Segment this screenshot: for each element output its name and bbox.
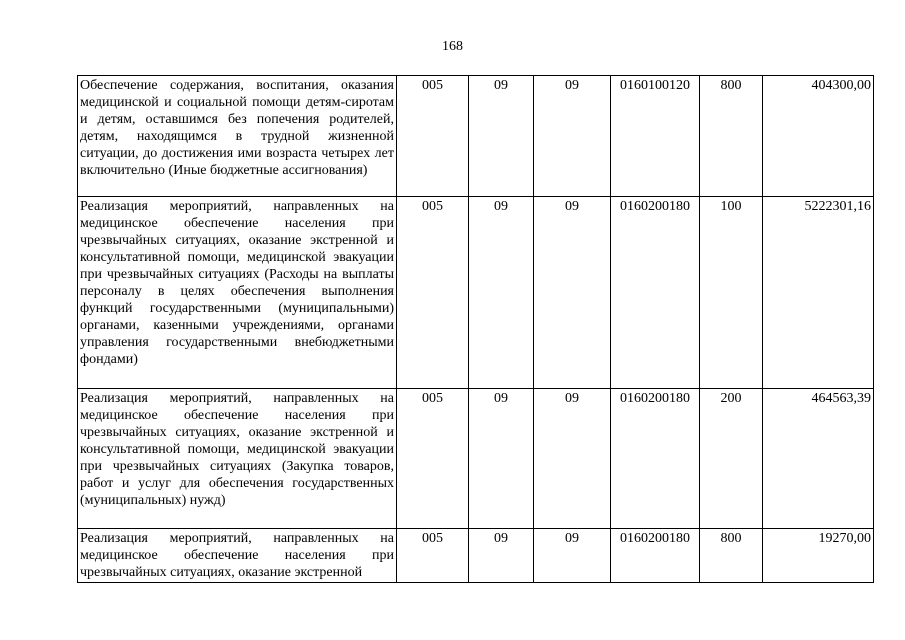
target-article-code: 0160200180 (611, 197, 700, 389)
amount: 464563,39 (763, 389, 874, 529)
admin-code: 005 (397, 389, 469, 529)
subsection-code: 09 (534, 197, 611, 389)
subsection-code: 09 (534, 76, 611, 197)
admin-code: 005 (397, 76, 469, 197)
admin-code: 005 (397, 529, 469, 583)
section-code: 09 (469, 197, 534, 389)
target-article-code: 0160200180 (611, 529, 700, 583)
section-code: 09 (469, 389, 534, 529)
expense-type-code: 800 (700, 76, 763, 197)
row-description: Реализация мероприятий, направленных на медицинское обеспечение населения при чрезвычайных ситуациях, оказание экстренной (78, 529, 397, 583)
table-row (78, 389, 874, 529)
table-row (78, 529, 874, 583)
section-code: 09 (469, 529, 534, 583)
admin-code: 005 (397, 197, 469, 389)
subsection-code: 09 (534, 389, 611, 529)
section-code: 09 (469, 76, 534, 197)
row-description: Реализация мероприятий, направленных на медицинское обеспечение населения при чрезвычайных ситуациях, оказание экстренной и консультативной помощи, медицинской эвакуации при чрезвычайных ситуациях (Расходы на выплаты персоналу в целях обеспечения выполнения функций государственными (муниципальными) органами, казенными учреждениями, органами управления государственными внебюджетными фондами) (78, 197, 397, 389)
target-article-code: 0160100120 (611, 76, 700, 197)
expense-type-code: 100 (700, 197, 763, 389)
expense-type-code: 200 (700, 389, 763, 529)
page-number: 168 (442, 39, 463, 54)
amount: 404300,00 (763, 76, 874, 197)
amount: 19270,00 (763, 529, 874, 583)
row-description: Реализация мероприятий, направленных на медицинское обеспечение населения при чрезвычайных ситуациях, оказание экстренной и консультативной помощи, медицинской эвакуации при чрезвычайных ситуациях (Закупка товаров, работ и услуг для обеспечения государственных (муниципальных) нужд) (78, 389, 397, 529)
row-description: Обеспечение содержания, воспитания, оказания медицинской и социальной помощи детям-сиротам и детям, оставшимся без попечения родителей, детям, находящимся в трудной жизненной ситуации, до достижения ими возраста четырех лет включительно (Иные бюджетные ассигнования) (78, 76, 397, 197)
amount: 5222301,16 (763, 197, 874, 389)
table-row (78, 197, 874, 389)
table-row (78, 76, 874, 197)
budget-table (77, 75, 874, 583)
expense-type-code: 800 (700, 529, 763, 583)
target-article-code: 0160200180 (611, 389, 700, 529)
subsection-code: 09 (534, 529, 611, 583)
